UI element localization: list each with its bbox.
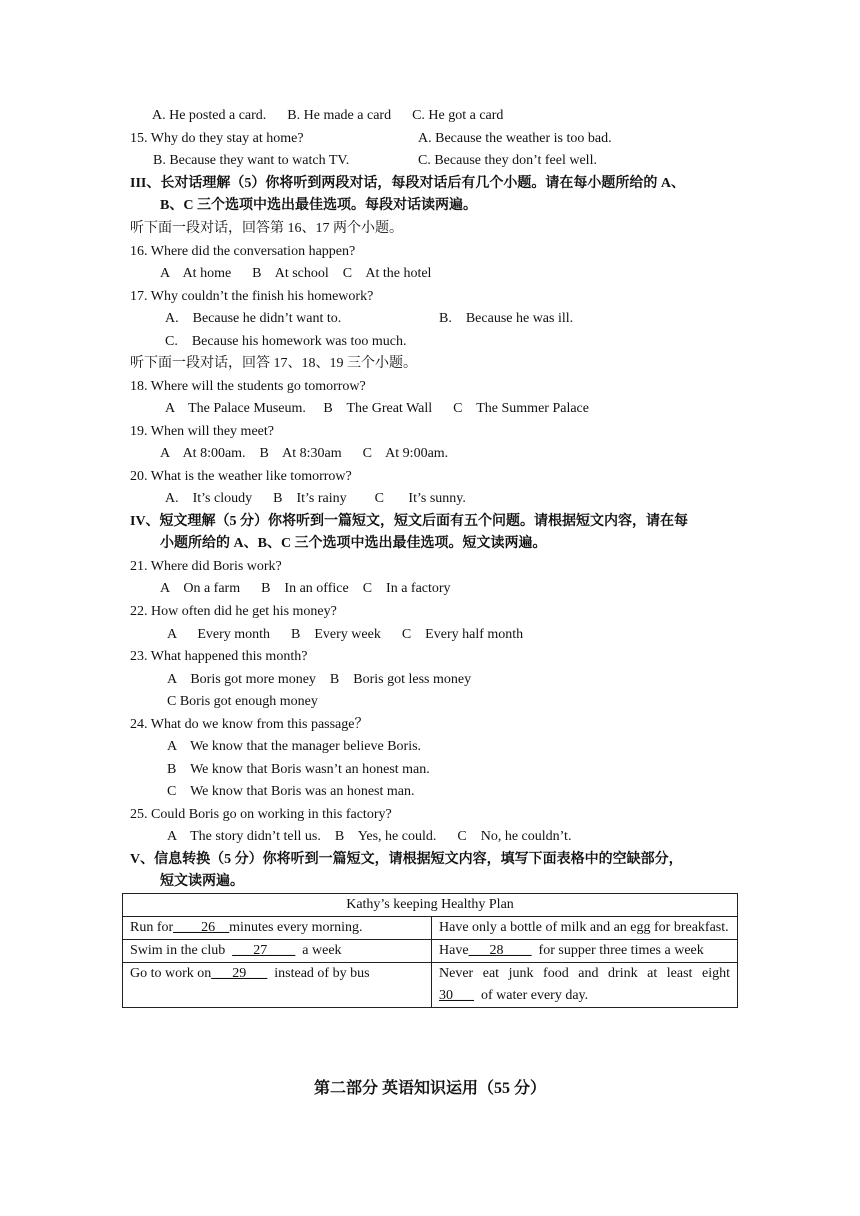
q14-options: A. He posted a card. B. He made a card C. He got a card [152,108,504,123]
blank-29[interactable]: ___29___ [211,966,268,981]
q24-option-b: B We know that Boris wasn’t an honest man. [167,762,430,777]
q20-options: A. It’s cloudy B It’s rainy C It’s sunny. [165,491,466,506]
q24-option-a: A We know that the manager believe Boris. [167,739,422,754]
blank-30[interactable]: 30___ [439,988,474,1003]
question-16: 16. Where did the conversation happen? [130,244,356,259]
cell-text: Never eat junk food and drink at least eight [439,966,730,981]
question-15: 15. Why do they stay at home? [130,131,304,146]
cell-text: Run for [130,920,174,935]
table-cell [123,917,432,940]
table-row [123,894,738,917]
table-row [123,917,738,940]
q21-options: A On a farm B In an office C In a factory [160,581,451,596]
q24-option-c: C We know that Boris was an honest man. [167,784,415,799]
cell-text: for supper three times a week [531,943,704,958]
table-row [123,940,738,963]
section-3-heading: III、长对话理解（5）你将听到两段对话，每段对话后有几个小题。请在每小题所给的 A、 [130,176,685,191]
q25-options: A The story didn’t tell us. B Yes, he could. C No, he couldn’t. [167,829,572,844]
section-5-heading-cont: 短文读两遍。 [160,874,244,889]
cell-text: minutes every morning. [229,920,363,935]
table-row [123,963,738,1008]
question-24: 24. What do we know from this passage？ [130,717,369,732]
cell-text: Go to work on [130,966,212,981]
section-4-heading: IV、短文理解（5 分）你将听到一篇短文，短文后面有五个问题。请根据短文内容，请在每 [130,514,689,529]
section-4-heading-cont: 小题所给的 A、B、C 三个选项中选出最佳选项。短文读两遍。 [160,536,547,551]
table-cell [123,963,432,1008]
question-22: 22. How often did he get his money? [130,604,337,619]
table-title: Kathy’s keeping Healthy Plan [123,894,738,917]
question-25: 25. Could Boris go on working in this factory? [130,807,392,822]
question-23: 23. What happened this month? [130,649,308,664]
dialogue-2-intro: 听下面一段对话，回答 17、18、19 三个小题。 [130,356,417,371]
dialogue-1-intro: 听下面一段对话，回答第 16、17 两个小题。 [130,221,403,236]
blank-27[interactable]: ___27____ [232,943,296,958]
question-18: 18. Where will the students go tomorrow? [130,379,366,394]
cell-text: instead of by bus [267,966,370,981]
table-cell: Have only a bottle of milk and an egg for breakfast. [432,917,738,940]
q23-option-c: C Boris got enough money [167,694,318,709]
question-19: 19. When will they meet? [130,424,274,439]
question-17: 17. Why couldn’t the finish his homework? [130,289,374,304]
q15-option-b: B. Because they want to watch TV. [153,153,350,168]
q16-options: A At home B At school C At the hotel [160,266,432,281]
part-2-heading: 第二部分 英语知识运用（55 分） [313,1080,546,1097]
cell-text: Have [439,943,469,958]
blank-26[interactable]: ____26__ [173,920,230,935]
table-cell [432,963,738,1008]
table-cell [123,940,432,963]
q23-options: A Boris got more money B Boris got less money [167,672,472,687]
question-21: 21. Where did Boris work? [130,559,282,574]
healthy-plan-table [122,893,738,1008]
q17-option-c: C. Because his homework was too much. [165,334,407,349]
cell-text: of water every day. [474,988,589,1003]
q15-option-a: A. Because the weather is too bad. [418,131,612,146]
cell-text: Swim in the club [130,943,233,958]
question-20: 20. What is the weather like tomorrow? [130,469,352,484]
q17-option-b: B. Because he was ill. [439,311,574,326]
q17-option-a: A. Because he didn’t want to. [165,311,342,326]
blank-28[interactable]: ___28____ [468,943,532,958]
section-5-heading: V、信息转换（5 分）你将听到一篇短文，请根据短文内容，填写下面表格中的空缺部分， [130,852,683,867]
cell-text: a week [295,943,342,958]
table-cell [432,940,738,963]
q15-option-c: C. Because they don’t feel well. [418,153,597,168]
section-3-heading-cont: B、C 三个选项中选出最佳选项。每段对话读两遍。 [160,198,477,213]
q19-options: A At 8:00am. B At 8:30am C At 9:00am. [160,446,449,461]
q18-options: A The Palace Museum. B The Great Wall C The Summer Palace [165,401,589,416]
q22-options: A Every month B Every week C Every half month [167,627,524,642]
